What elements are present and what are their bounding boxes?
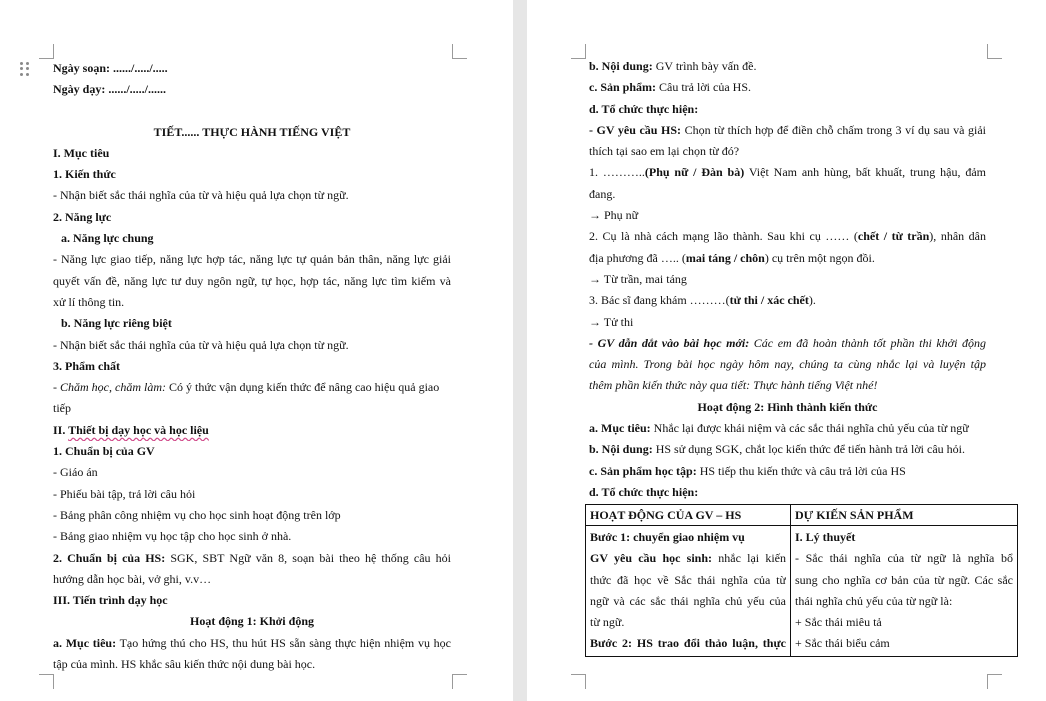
spellcheck-underlined-text[interactable]: Thiết bị dạy học và học liệu xyxy=(68,422,209,437)
text-run: Nhắc lại được khái niệm và các sắc thái nghĩa chủ yếu của từ ngữ xyxy=(650,421,969,436)
heading: d. Tổ chức thực hiện: xyxy=(589,101,699,116)
text-run: Tạo hứng thú cho HS, thu hút HS sẵn sàng thực hiện nhiệm vụ học xyxy=(116,635,451,650)
cell-line: ngữ và các sắc thái nghĩa chủ yếu của xyxy=(590,593,786,608)
bold-run: - GV dẫn dắt vào bài học mới: xyxy=(589,335,750,350)
paragraph-line xyxy=(53,548,451,569)
paragraph-line xyxy=(589,120,986,141)
bold-run: (Phụ nữ / Đàn bà) xyxy=(644,165,745,180)
bold-run: b. Nội dung: xyxy=(589,59,653,73)
heading: b. Năng lực riêng biệt xyxy=(61,316,172,331)
paragraph-line: - Nhận biết sắc thái nghĩa của từ và hiệu quả lựa chọn từ ngữ. xyxy=(53,188,349,203)
bold-run: b. Nội dung: xyxy=(589,442,653,457)
list-item: - Bảng phân công nhiệm vụ cho học sinh hoạt động trên lớp xyxy=(53,507,341,522)
heading: 2. Năng lực xyxy=(53,209,112,224)
activity-heading: Hoạt động 2: Hình thành kiến thức xyxy=(697,399,878,414)
table-header-cell: HOẠT ĐỘNG CỦA GV – HS xyxy=(586,505,791,526)
italic-run: - Chăm học, chăm làm: xyxy=(53,380,166,395)
list-item: - Phiếu bài tập, trả lời câu hỏi xyxy=(53,486,196,501)
page-gap xyxy=(513,0,527,701)
right-page-body xyxy=(589,56,986,503)
crop-mark xyxy=(571,674,586,689)
crop-mark xyxy=(39,674,54,689)
text-run: SGK, SBT Ngữ văn 8, soạn bài theo hệ thống câu hỏi xyxy=(165,550,451,565)
text-run: ), nhân dân xyxy=(929,229,986,244)
heading xyxy=(53,420,451,441)
lesson-title: TIẾT...... THỰC HÀNH TIẾNG VIỆT xyxy=(153,124,351,139)
paragraph-line: tập của mình. HS khắc sâu kiến thức nội dung bài học. xyxy=(53,657,316,672)
crop-mark xyxy=(39,44,54,59)
text-run: II. xyxy=(53,422,69,437)
bold-run: c. Sản phẩm học tập: xyxy=(589,463,697,478)
heading: 3. Phẩm chất xyxy=(53,358,120,373)
heading: 1. Kiến thức xyxy=(53,167,116,182)
cell-line: từ ngữ. xyxy=(590,615,625,630)
heading: III. Tiến trình dạy học xyxy=(53,593,168,608)
text-run: HS sử dụng SGK, chắt lọc kiến thức để tiến hành trả lời câu hỏi. xyxy=(652,442,965,457)
table-cell-activity xyxy=(586,526,791,657)
list-item: - Bảng giao nhiệm vụ học tập cho học sinh ở nhà. xyxy=(53,529,292,544)
paragraph-line: thích tại sao em lại chọn từ đó? xyxy=(589,144,740,159)
bold-run: a. Mục tiêu: xyxy=(589,421,651,436)
cell-line: Bước 1: chuyển giao nhiệm vụ xyxy=(590,530,745,544)
left-page-body xyxy=(53,58,451,675)
answer-line: → Từ trần, mai táng xyxy=(589,271,687,286)
paragraph-line: của mình. Trong bài học ngày hôm nay, chúng ta cùng nhắc lại và luyện tập xyxy=(589,357,986,372)
paragraph-line xyxy=(589,226,986,247)
cell-line: I. Lý thuyết xyxy=(795,530,856,544)
crop-mark xyxy=(452,674,467,689)
paragraph-line xyxy=(589,461,986,482)
text-run: Câu trả lời của HS. xyxy=(656,80,752,95)
bold-run: a. Mục tiêu: xyxy=(53,635,117,650)
cell-line: Bước 2: HS trao đổi thảo luận, thực xyxy=(590,636,786,651)
text-run: ) cụ trên một ngọn đồi. xyxy=(764,250,875,265)
text-run: Các em đã hoàn thành tốt phần thi khởi động xyxy=(749,335,986,350)
bold-run: c. Sản phẩm: xyxy=(589,80,657,95)
crop-mark xyxy=(987,44,1002,59)
table-cell-product xyxy=(791,526,1018,657)
crop-mark xyxy=(571,44,586,59)
table-header-row xyxy=(586,505,1018,526)
move-handle-icon[interactable] xyxy=(20,62,30,76)
text-run: ). xyxy=(808,293,816,308)
bold-run: tử thi / xác chết xyxy=(729,293,809,308)
paragraph-line xyxy=(589,290,986,311)
paragraph-line: quyết vấn đề, năng lực tư duy ngôn ngữ, tự học, hợp tác, năng lực tìm kiếm và xyxy=(53,273,451,288)
cell-line: sung cho nghĩa cơ bản của từ ngữ. Các sắc xyxy=(795,572,1013,587)
text-run: 3. Bác sĩ đang khám ………( xyxy=(589,293,730,308)
heading: I. Mục tiêu xyxy=(53,145,110,160)
paragraph-line: tiếp xyxy=(53,401,71,416)
date-prepared: Ngày soạn: ....../...../..... xyxy=(53,61,168,75)
activity-heading: Hoạt động 1: Khởi động xyxy=(189,614,314,629)
paragraph-line: - Năng lực giao tiếp, năng lực hợp tác, năng lực tự quản bản thân, năng lực giải xyxy=(53,252,451,267)
answer-line: → Phụ nữ xyxy=(589,208,639,223)
text-run: HS tiếp thu kiến thức và câu trả lời của HS xyxy=(696,463,906,478)
paragraph-line: - Nhận biết sắc thái nghĩa của từ và hiệu quả lựa chọn từ ngữ. xyxy=(53,337,349,352)
paragraph-line xyxy=(589,333,986,354)
text-run: GV trình bày vấn đề. xyxy=(652,59,757,73)
bold-run: - GV yêu cầu HS: xyxy=(589,122,682,137)
heading: a. Năng lực chung xyxy=(61,231,154,246)
text-run: 1. ……….. xyxy=(589,165,645,180)
document-page-left xyxy=(0,0,513,701)
paragraph-line xyxy=(589,77,986,98)
paragraph-line xyxy=(589,439,986,460)
text-run: Chọn từ thích hợp để điền chỗ chấm trong 3 ví dụ sau và giải xyxy=(681,122,986,137)
cell-line: + Sắc thái biểu cảm xyxy=(795,636,890,651)
paragraph-line: đang. xyxy=(589,186,616,201)
crop-mark xyxy=(452,44,467,59)
paragraph-line xyxy=(589,248,986,269)
paragraph-line: thêm phần kiến thức này qua tiết: Thực hành tiếng Việt nhé! xyxy=(589,378,878,393)
answer-line: → Tử thi xyxy=(589,314,634,329)
paragraph-line: xử lí thông tin. xyxy=(53,294,125,309)
activity-table xyxy=(585,504,1018,657)
crop-mark xyxy=(987,674,1002,689)
cell-line: - Sắc thái nghĩa của từ ngữ là nghĩa bổ xyxy=(795,551,1013,566)
paragraph-line xyxy=(589,418,986,439)
cell-line xyxy=(590,548,786,569)
table-row xyxy=(586,526,1018,657)
document-page-right xyxy=(527,0,1046,701)
text-run: Có ý thức vận dụng kiến thức để nâng cao hiệu quả giao xyxy=(165,380,440,395)
cell-line: thức đã học về Sắc thái nghĩa của từ xyxy=(590,572,786,587)
text-run: nhắc lại kiến xyxy=(712,551,786,566)
paragraph-line xyxy=(53,633,451,654)
bold-run: 2. Chuẩn bị của HS: xyxy=(53,550,166,565)
list-item: - Giáo án xyxy=(53,465,98,480)
paragraph-line xyxy=(53,377,451,398)
date-taught: Ngày dạy: ....../...../...... xyxy=(53,82,167,97)
paragraph-line xyxy=(589,162,986,183)
cell-line: thái nghĩa chủ yếu của từ ngữ là: xyxy=(795,593,953,608)
heading: d. Tổ chức thực hiện: xyxy=(589,484,699,499)
paragraph-line xyxy=(589,56,986,77)
bold-run: GV yêu cầu học sinh: xyxy=(590,551,713,566)
text-run: 2. Cụ là nhà cách mạng lão thành. Sau khi cụ …… ( xyxy=(589,229,858,244)
text-run: Việt Nam anh hùng, bất khuất, trung hậu, đảm xyxy=(744,165,986,180)
bold-run: chết / từ trần xyxy=(857,229,930,244)
text-run: địa phương đã ….. ( xyxy=(589,250,686,265)
heading: 1. Chuẩn bị của GV xyxy=(53,444,155,459)
table-header-cell: DỰ KIẾN SẢN PHẨM xyxy=(791,505,1018,526)
paragraph-line: hướng dẫn học bài, vở ghi, v.v… xyxy=(53,571,212,586)
bold-run: mai táng / chôn xyxy=(685,250,765,265)
cell-line: + Sắc thái miêu tả xyxy=(795,615,882,630)
